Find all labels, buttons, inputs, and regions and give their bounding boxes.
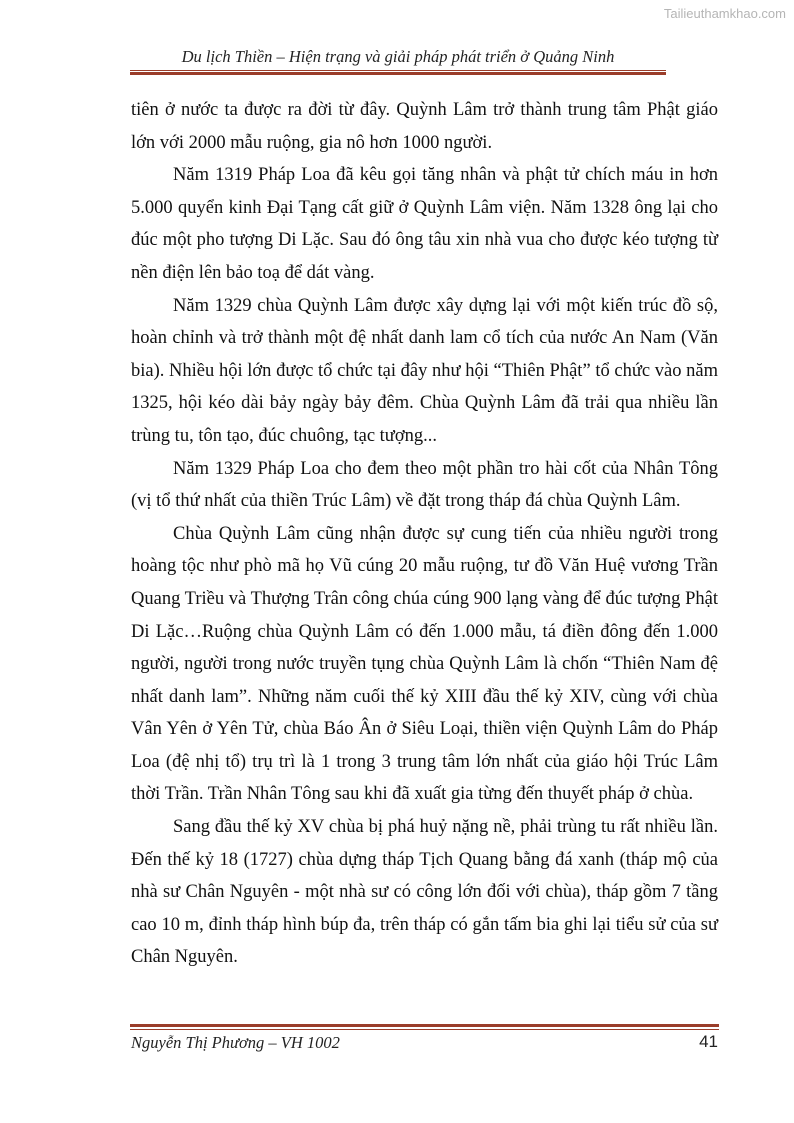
footer-rule xyxy=(130,1029,719,1030)
footer-rule-thick xyxy=(130,1024,719,1027)
watermark: Tailieuthamkhao.com xyxy=(663,6,786,21)
footer-author: Nguyễn Thị Phương – VH 1002 xyxy=(131,1033,340,1052)
paragraph: Chùa Quỳnh Lâm cũng nhận được sự cung tiến của nhiều người trong hoàng tộc như phò mã họ Vũ cúng 20 mẫu ruộng, tư đồ Văn Huệ vương Trần Quang Triều và Thượng Trân công chúa cúng 900 lạng vàng để đúc tượng Phật Di Lặc…Ruộng chùa Quỳnh Lâm có đến 1.000 mẫu, tá điền đông đến 1.000 người, người trong nước truyền tụng chùa Quỳnh Lâm là chốn “Thiên Nam đệ nhất danh lam”. Những năm cuối thế kỷ XIII đầu thế kỷ XIV, cùng với chùa Vân Yên ở Yên Tử, chùa Báo Ân ở Siêu Loại, thiền viện Quỳnh Lâm do Pháp Loa (đệ nhị tổ) trụ trì là 1 trong 3 trung tâm lớn nhất của giáo hội Trúc Lâm thời Trần. Trần Nhân Tông sau khi đã xuất gia từng đến thuyết pháp ở chùa. xyxy=(131,523,718,805)
page-number: 41 xyxy=(699,1032,718,1051)
body-text xyxy=(131,94,718,974)
paragraph: Năm 1329 chùa Quỳnh Lâm được xây dựng lại với một kiến trúc đồ sộ, hoàn chỉnh và trở thành một đệ nhất danh lam cổ tích của nước An Nam (Văn bia). Nhiều hội lớn được tổ chức tại đây như hội “Thiên Phật” tổ chức vào năm 1325, hội kéo dài bảy ngày bảy đêm. Chùa Quỳnh Lâm đã trải qua nhiều lần trùng tu, tôn tạo, đúc chuông, tạc tượng... xyxy=(131,295,718,446)
paragraph-continuation: tiên ở nước ta được ra đời từ đây. Quỳnh Lâm trở thành trung tâm Phật giáo lớn với 2000 mẫu ruộng, gia nô hơn 1000 người. xyxy=(131,100,718,153)
paragraph: Năm 1319 Pháp Loa đã kêu gọi tăng nhân và phật tử chích máu in hơn 5.000 quyển kinh Đại Tạng cất giữ ở Quỳnh Lâm viện. Năm 1328 ông lại cho đúc một pho tượng Di Lặc. Sau đó ông tâu xin nhà vua cho được kéo tượng từ nền điện lên bảo toạ để dát vàng. xyxy=(131,165,718,283)
page-header-title: Du lịch Thiền – Hiện trạng và giải pháp phát triển ở Quảng Ninh xyxy=(181,47,615,66)
paragraph: Sang đầu thế kỷ XV chùa bị phá huỷ nặng nề, phải trùng tu rất nhiều lần. Đến thế kỷ 18 (1727) chùa dựng tháp Tịch Quang bằng đá xanh (tháp mộ của nhà sư Chân Nguyên - một nhà sư có công lớn đối với chùa), tháp gồm 7 tầng cao 10 m, đỉnh tháp hình búp đa, trên tháp có gắn tấm bia ghi lại tiểu sử của sư Chân Nguyên. xyxy=(131,817,718,968)
paragraph: Năm 1329 Pháp Loa cho đem theo một phần tro hài cốt của Nhân Tông (vị tổ thứ nhất của thiền Trúc Lâm) về đặt trong tháp đá chùa Quỳnh Lâm. xyxy=(131,458,718,512)
header-rule xyxy=(130,70,666,71)
header-rule-thick xyxy=(130,72,666,75)
